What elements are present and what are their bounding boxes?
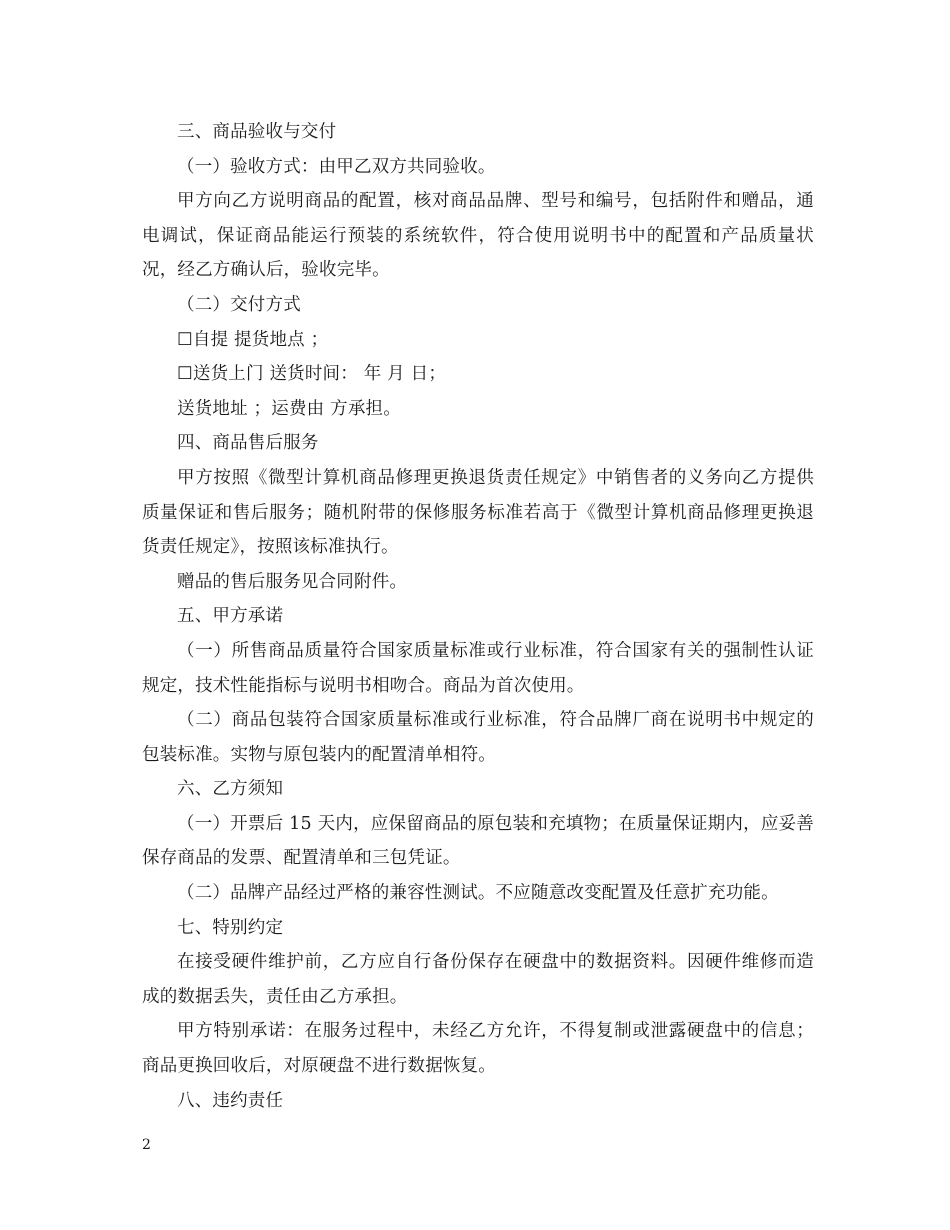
section-heading-liability: 八、违约责任 [177, 1090, 284, 1111]
delivery-address-line: 送货地址 ；运费由 方承担。 [177, 398, 401, 419]
acceptance-description: 甲方向乙方说明商品的配置，核对商品品牌、型号和编号，包括附件和赠品，通电调试，保证商品能运行预装的系统软件，符合使用说明书中的配置和产品质量状况，经乙方确认后，验收完毕。 [142, 191, 814, 281]
acceptance-method: （一）验收方式：由甲乙双方共同验收。 [177, 156, 496, 177]
special-agreement-backup: 在接受硬件维护前，乙方应自行备份保存在硬盘中的数据资料。因硬件维修而造成的数据丢失，责任由乙方承担。 [142, 952, 814, 1007]
gift-after-sales: 赠品的售后服务见合同附件。 [177, 571, 408, 592]
document-body [142, 115, 814, 1118]
section-heading-special-agreement: 七、特别约定 [177, 917, 284, 938]
section-heading-after-sales: 四、商品售后服务 [177, 433, 319, 454]
commitment-packaging: （二）商品包装符合国家质量标准或行业标准，符合品牌厂商在说明书中规定的包装标准。实物与原包装内的配置清单相符。 [142, 710, 814, 765]
commitment-quality: （一）所售商品质量符合国家质量标准或行业标准，符合国家有关的强制性认证规定，技术性能指标与说明书相吻合。商品为首次使用。 [142, 640, 814, 696]
page-number: 2 [142, 1137, 151, 1153]
section-heading-party-a-commitment: 五、甲方承诺 [177, 606, 284, 627]
home-delivery-option: ☐送货上门 送货时间： 年 月 日； [177, 364, 447, 385]
delivery-method-heading: （二）交付方式 [177, 294, 301, 315]
notice-packaging-retention: （一）开票后 15 天内，应保留商品的原包装和充填物；在质量保证期内，应妥善保存商品的发票、配置清单和三包凭证。 [142, 813, 814, 869]
notice-compatibility: （二）品牌产品经过严格的兼容性测试。不应随意改变配置及任意扩充功能。 [177, 883, 779, 904]
section-heading-acceptance-delivery: 三、商品验收与交付 [177, 122, 337, 142]
after-sales-description: 甲方按照《微型计算机商品修理更换退货责任规定》中销售者的义务向乙方提供质量保证和售后服务；随机附带的保修服务标准若高于《微型计算机商品修理更换退货责任规定》，按照该标准执行。 [142, 467, 814, 558]
self-pickup-option: ☐自提 提货地点 ； [177, 329, 329, 350]
section-heading-party-b-notice: 六、乙方须知 [177, 779, 284, 800]
special-agreement-privacy: 甲方特别承诺：在服务过程中，未经乙方允许，不得复制或泄露硬盘中的信息；商品更换回收后，对原硬盘不进行数据恢复。 [142, 1021, 814, 1077]
